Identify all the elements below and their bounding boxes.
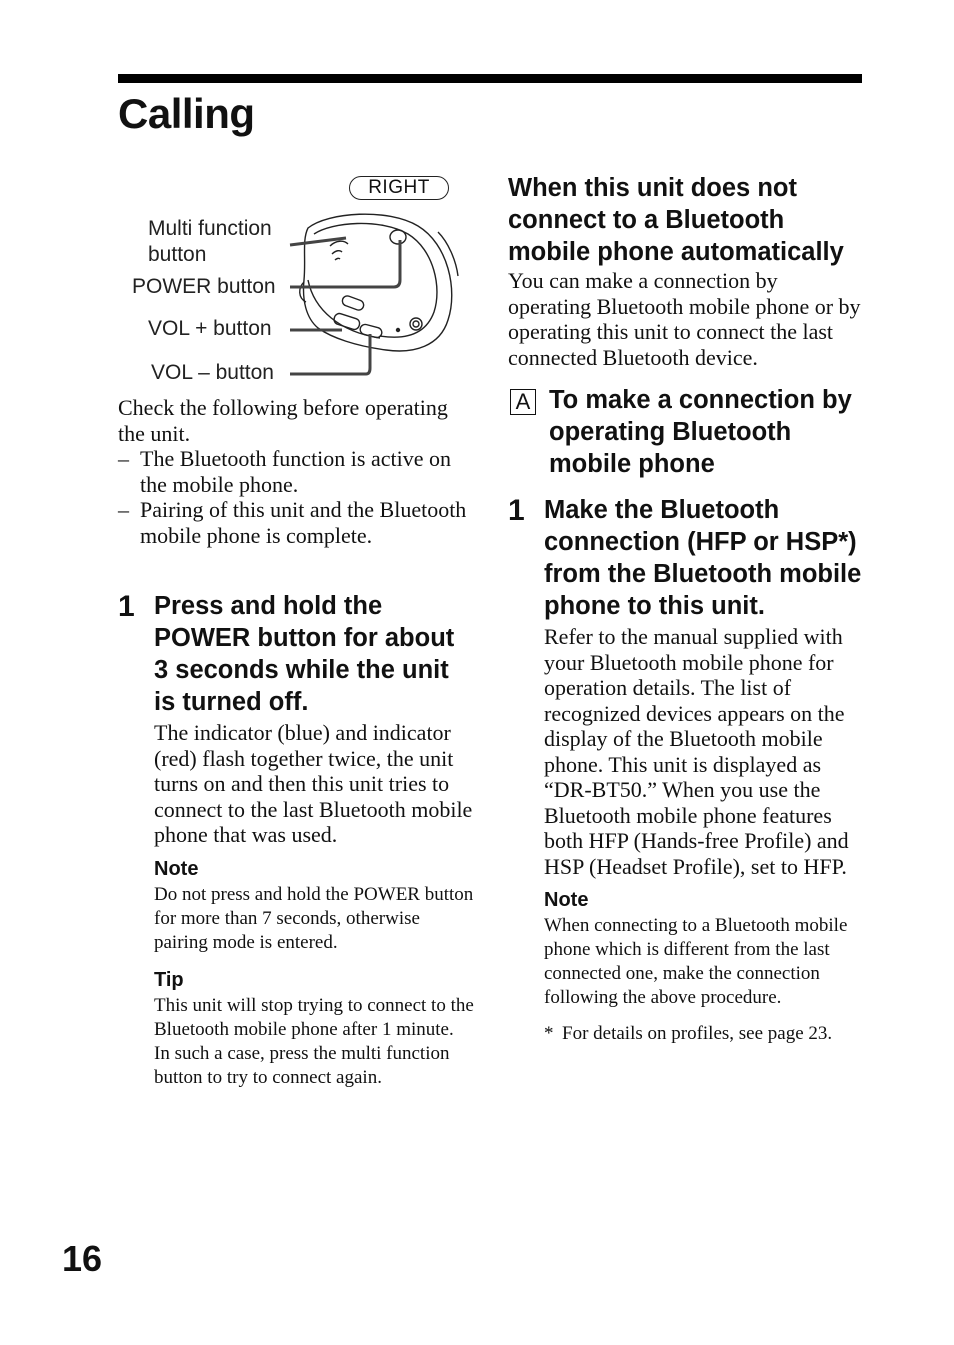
headset-illustration [118,170,468,390]
footnote-marker: * [544,1023,554,1044]
section-a [508,384,864,480]
device-diagram [118,170,468,390]
label-power-button: POWER button [132,275,276,298]
step-body: Refer to the manual supplied with your Bluetooth mobile phone for operation details. The list of recognized devices appears on the display of the Bluetooth mobile phone. This unit is displayed as “DR-BT50.” When you use the Bluetooth mobile phone features both HFP (Hands-free Profile) and HSP (Headset Profile), set to HFP. [544,624,849,879]
dash-bullet: – [118,497,129,522]
step-1-connection [508,494,864,1046]
right-badge: RIGHT [349,176,449,200]
page-number: 16 [62,1238,103,1279]
footnote [544,1022,864,1046]
step-number: 1 [118,590,135,623]
top-rule [118,74,862,83]
section-a-marker: A [510,389,536,415]
label-vol-plus-button: VOL + button [148,317,272,340]
section-heading: When this unit does not connect to a Bluetooth mobile phone automatically [508,174,844,266]
list-item [118,497,468,548]
note-heading: Note [544,889,589,911]
section-intro: You can make a connection by operating Bluetooth mobile phone or by operating this unit to connect the last connected Bluetooth device. [508,268,861,370]
check-item-text: The Bluetooth function is active on the mobile phone. [140,446,451,497]
label-multi-function-line2: button [148,243,207,266]
dash-bullet: – [118,446,129,471]
note-text: Do not press and hold the POWER button for more than 7 seconds, otherwise pairing mode is entered. [154,883,474,953]
step-title: Press and hold the POWER button for about 3 seconds while the unit is turned off. [154,592,455,716]
page-title: Calling [118,90,255,137]
note-text: When connecting to a Bluetooth mobile phone which is different from the last connected one, make the connection following the above procedure. [544,915,848,1008]
step-body: The indicator (blue) and indicator (red) flash together twice, the unit turns on and then this unit tries to connect to the last Bluetooth mobile phone that was used. [154,720,473,847]
step-title: Make the Bluetooth connection (HFP or HSP*) from the Bluetooth mobile phone to this unit. [544,496,862,620]
step-1-power [118,590,474,1090]
footnote-text: For details on profiles, see page 23. [562,1023,833,1044]
precheck-section [118,395,468,548]
tip-heading: Tip [154,968,184,991]
precheck-intro: Check the following before operating the unit. [118,395,448,446]
note-heading: Note [154,857,199,880]
section-a-title: To make a connection by operating Bluetooth mobile phone [549,386,852,478]
label-vol-minus-button: VOL – button [151,361,274,384]
right-column [508,172,864,1046]
list-item [118,446,468,497]
label-multi-function-line1: Multi function [148,217,272,240]
precheck-list [118,446,468,548]
step-number: 1 [508,494,525,527]
tip-text: This unit will stop trying to connect to the Bluetooth mobile phone after 1 minute. In such a case, press the multi function button to try to connect again. [154,994,474,1088]
check-item-text: Pairing of this unit and the Bluetooth mobile phone is complete. [140,497,467,548]
